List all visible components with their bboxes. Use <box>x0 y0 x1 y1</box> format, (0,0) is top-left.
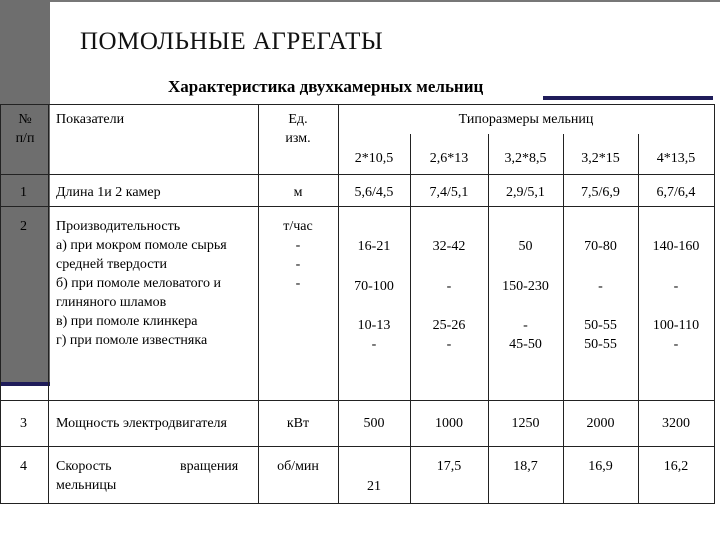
row-num: 2 <box>20 219 27 234</box>
row-indicator-word: вращения <box>180 459 239 474</box>
row-unit: т/час - - - <box>283 219 313 291</box>
row-value: 7,5/6,9 <box>581 185 620 200</box>
row-value: 7,4/5,1 <box>429 185 469 200</box>
row-num: 3 <box>20 416 27 431</box>
slide-title: ПОМОЛЬНЫЕ АГРЕГАТЫ <box>80 28 384 55</box>
row-value: 3200 <box>662 416 690 431</box>
header-size: 2,6*13 <box>429 151 469 166</box>
row-value: 17,5 <box>436 459 462 474</box>
row-value: 2,9/5,1 <box>506 185 545 200</box>
row-value: 1000 <box>435 416 463 431</box>
row-value: 16,9 <box>588 459 613 474</box>
header-num: № п/п <box>15 112 35 146</box>
header-indicator: Показатели <box>56 112 125 127</box>
row-value-cd: 25-26 - <box>432 318 466 352</box>
row-value: 1250 <box>511 416 540 431</box>
mill-specs-table <box>0 104 715 504</box>
row-value-b: 70-100 <box>354 279 394 294</box>
row-value: 6,7/6,4 <box>656 185 696 200</box>
row-value: 2000 <box>586 416 615 431</box>
row-value-b: 150-230 <box>502 279 549 294</box>
row-indicator: Производительность а) при мокром помоле сырья средней твердости б) при помоле меловатого и глиняного шламов в) при помоле клинкера г) при помоле известняка <box>56 219 227 348</box>
row-unit: кВт <box>286 416 310 431</box>
row-unit: м <box>293 185 303 200</box>
row-indicator: Мощность электродвигателя <box>56 416 227 431</box>
header-size: 3,2*8,5 <box>504 151 547 166</box>
row-value-cd: 50-55 50-55 <box>584 318 617 352</box>
header-unit: Ед. изм. <box>285 112 311 146</box>
row-value: 21 <box>367 479 381 494</box>
row-value-cd: 100-110 - <box>652 318 700 352</box>
header-size: 2*10,5 <box>354 151 394 166</box>
row-indicator-word: Скорость <box>56 459 112 474</box>
table-caption: Характеристика двухкамерных мельниц <box>168 77 484 96</box>
row-value-b: - <box>673 279 679 294</box>
row-value-a: 140-160 <box>652 239 700 254</box>
header-size: 3,2*15 <box>581 151 620 166</box>
row-value: 18,7 <box>513 459 538 474</box>
row-value-a: 70-80 <box>584 239 617 254</box>
row-indicator-line: мельницы <box>56 478 117 493</box>
row-value: 16,2 <box>663 459 689 474</box>
row-value-cd: 10-13 - <box>357 318 391 352</box>
row-value-b: - <box>446 279 452 294</box>
row-indicator: Длина 1и 2 камер <box>56 185 161 200</box>
row-value-a: 16-21 <box>357 239 391 254</box>
row-value: 5,6/4,5 <box>354 185 394 200</box>
row-unit: об/мин <box>277 459 319 474</box>
caption-accent-bar <box>543 96 713 100</box>
row-num: 1 <box>20 185 27 200</box>
row-value-b: - <box>598 279 603 294</box>
row-value-cd: - 45-50 <box>509 318 542 352</box>
top-rule <box>0 0 720 2</box>
row-value: 500 <box>363 416 385 431</box>
row-value-a: 50 <box>518 239 533 254</box>
row-value-a: 32-42 <box>432 239 466 254</box>
header-sizes-group: Типоразмеры мельниц <box>458 112 594 127</box>
row-num: 4 <box>20 459 27 474</box>
header-size: 4*13,5 <box>656 151 696 166</box>
